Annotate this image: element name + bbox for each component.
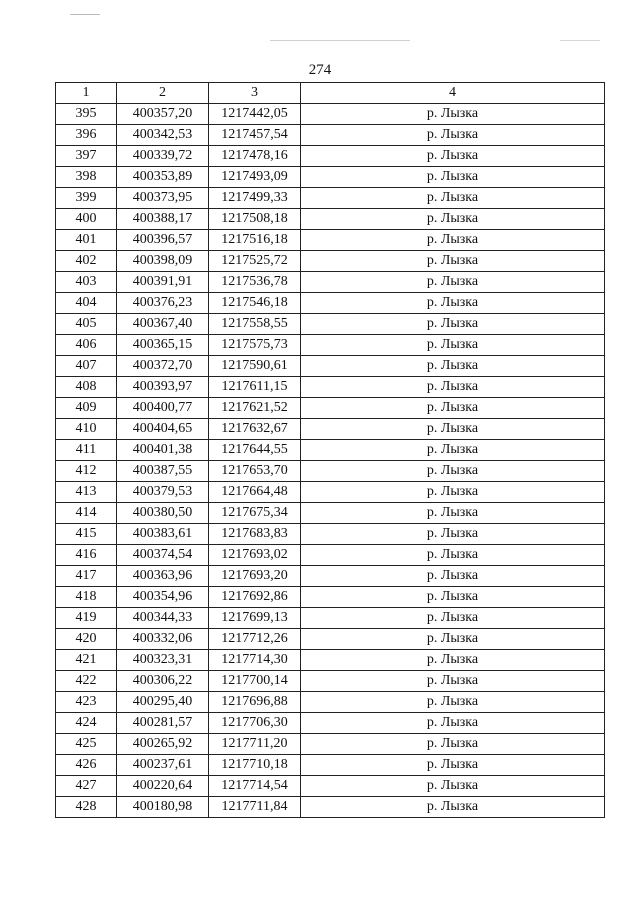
description-cell: р. Лызка — [301, 419, 605, 440]
coordinate-x-cell: 400383,61 — [117, 524, 209, 545]
coordinate-x-cell: 400342,53 — [117, 125, 209, 146]
coordinate-y-cell: 1217442,05 — [209, 104, 301, 125]
point-number-cell: 403 — [56, 272, 117, 293]
table-row — [56, 230, 605, 251]
header-col-3: 3 — [209, 83, 301, 104]
coordinate-y-cell: 1217693,20 — [209, 566, 301, 587]
coordinate-x-cell: 400388,17 — [117, 209, 209, 230]
coordinate-x-cell: 400306,22 — [117, 671, 209, 692]
point-number-cell: 401 — [56, 230, 117, 251]
coordinate-x-cell: 400363,96 — [117, 566, 209, 587]
table-row — [56, 272, 605, 293]
coordinate-x-cell: 400295,40 — [117, 692, 209, 713]
point-number-cell: 418 — [56, 587, 117, 608]
header-row — [56, 83, 605, 104]
coordinate-y-cell: 1217711,84 — [209, 797, 301, 818]
coordinate-x-cell: 400393,97 — [117, 377, 209, 398]
table-row — [56, 734, 605, 755]
table-row — [56, 419, 605, 440]
coordinate-x-cell: 400357,20 — [117, 104, 209, 125]
point-number-cell: 395 — [56, 104, 117, 125]
coordinate-x-cell: 400281,57 — [117, 713, 209, 734]
point-number-cell: 404 — [56, 293, 117, 314]
coordinate-x-cell: 400339,72 — [117, 146, 209, 167]
table-row — [56, 188, 605, 209]
description-cell: р. Лызка — [301, 629, 605, 650]
point-number-cell: 397 — [56, 146, 117, 167]
point-number-cell: 421 — [56, 650, 117, 671]
coordinate-y-cell: 1217664,48 — [209, 482, 301, 503]
description-cell: р. Лызка — [301, 272, 605, 293]
table-row — [56, 482, 605, 503]
coordinate-y-cell: 1217712,26 — [209, 629, 301, 650]
description-cell: р. Лызка — [301, 398, 605, 419]
coordinate-y-cell: 1217710,18 — [209, 755, 301, 776]
description-cell: р. Лызка — [301, 230, 605, 251]
coordinate-x-cell: 400237,61 — [117, 755, 209, 776]
table-row — [56, 335, 605, 356]
coordinates-table — [55, 82, 605, 818]
description-cell: р. Лызка — [301, 440, 605, 461]
point-number-cell: 428 — [56, 797, 117, 818]
description-cell: р. Лызка — [301, 545, 605, 566]
coordinate-x-cell: 400332,06 — [117, 629, 209, 650]
table-row — [56, 440, 605, 461]
description-cell: р. Лызка — [301, 482, 605, 503]
description-cell: р. Лызка — [301, 608, 605, 629]
coordinate-x-cell: 400379,53 — [117, 482, 209, 503]
table-row — [56, 797, 605, 818]
table-row — [56, 167, 605, 188]
coordinate-y-cell: 1217711,20 — [209, 734, 301, 755]
table-row — [56, 545, 605, 566]
coordinate-y-cell: 1217692,86 — [209, 587, 301, 608]
coordinate-y-cell: 1217525,72 — [209, 251, 301, 272]
coordinate-y-cell: 1217478,16 — [209, 146, 301, 167]
point-number-cell: 425 — [56, 734, 117, 755]
table-row — [56, 755, 605, 776]
point-number-cell: 417 — [56, 566, 117, 587]
coordinate-y-cell: 1217575,73 — [209, 335, 301, 356]
description-cell: р. Лызка — [301, 209, 605, 230]
coordinate-y-cell: 1217699,13 — [209, 608, 301, 629]
table-row — [56, 587, 605, 608]
coordinate-x-cell: 400401,38 — [117, 440, 209, 461]
description-cell: р. Лызка — [301, 797, 605, 818]
header-col-1: 1 — [56, 83, 117, 104]
coordinate-x-cell: 400220,64 — [117, 776, 209, 797]
coordinate-y-cell: 1217653,70 — [209, 461, 301, 482]
description-cell: р. Лызка — [301, 671, 605, 692]
table-row — [56, 650, 605, 671]
description-cell: р. Лызка — [301, 335, 605, 356]
coordinate-x-cell: 400391,91 — [117, 272, 209, 293]
table-row — [56, 377, 605, 398]
table-row — [56, 566, 605, 587]
coordinate-y-cell: 1217536,78 — [209, 272, 301, 293]
coordinate-x-cell: 400180,98 — [117, 797, 209, 818]
coordinate-y-cell: 1217693,02 — [209, 545, 301, 566]
description-cell: р. Лызка — [301, 713, 605, 734]
table-row — [56, 608, 605, 629]
point-number-cell: 423 — [56, 692, 117, 713]
description-cell: р. Лызка — [301, 776, 605, 797]
description-cell: р. Лызка — [301, 650, 605, 671]
point-number-cell: 407 — [56, 356, 117, 377]
point-number-cell: 406 — [56, 335, 117, 356]
point-number-cell: 416 — [56, 545, 117, 566]
point-number-cell: 402 — [56, 251, 117, 272]
point-number-cell: 414 — [56, 503, 117, 524]
coordinate-x-cell: 400353,89 — [117, 167, 209, 188]
table-row — [56, 209, 605, 230]
coordinate-x-cell: 400374,54 — [117, 545, 209, 566]
coordinate-y-cell: 1217493,09 — [209, 167, 301, 188]
coordinate-y-cell: 1217714,30 — [209, 650, 301, 671]
header-col-2: 2 — [117, 83, 209, 104]
coordinate-x-cell: 400373,95 — [117, 188, 209, 209]
coordinate-x-cell: 400265,92 — [117, 734, 209, 755]
page-number: 274 — [308, 62, 332, 78]
coordinate-x-cell: 400396,57 — [117, 230, 209, 251]
table-row — [56, 125, 605, 146]
description-cell: р. Лызка — [301, 146, 605, 167]
table-body — [56, 104, 605, 818]
point-number-cell: 410 — [56, 419, 117, 440]
coordinate-y-cell: 1217508,18 — [209, 209, 301, 230]
description-cell: р. Лызка — [301, 251, 605, 272]
coordinate-x-cell: 400387,55 — [117, 461, 209, 482]
coordinate-y-cell: 1217632,67 — [209, 419, 301, 440]
coordinate-y-cell: 1217706,30 — [209, 713, 301, 734]
point-number-cell: 424 — [56, 713, 117, 734]
table-row — [56, 104, 605, 125]
point-number-cell: 419 — [56, 608, 117, 629]
point-number-cell: 399 — [56, 188, 117, 209]
description-cell: р. Лызка — [301, 734, 605, 755]
table-row — [56, 692, 605, 713]
coordinate-y-cell: 1217644,55 — [209, 440, 301, 461]
description-cell: р. Лызка — [301, 356, 605, 377]
coordinate-x-cell: 400380,50 — [117, 503, 209, 524]
table-row — [56, 356, 605, 377]
point-number-cell: 398 — [56, 167, 117, 188]
description-cell: р. Лызка — [301, 692, 605, 713]
description-cell: р. Лызка — [301, 125, 605, 146]
table-row — [56, 776, 605, 797]
point-number-cell: 427 — [56, 776, 117, 797]
table-row — [56, 314, 605, 335]
coordinate-x-cell: 400367,40 — [117, 314, 209, 335]
table-header — [56, 83, 605, 104]
description-cell: р. Лызка — [301, 503, 605, 524]
coordinate-x-cell: 400376,23 — [117, 293, 209, 314]
table-row — [56, 398, 605, 419]
scan-artifact — [70, 14, 100, 15]
coordinate-y-cell: 1217546,18 — [209, 293, 301, 314]
description-cell: р. Лызка — [301, 461, 605, 482]
description-cell: р. Лызка — [301, 377, 605, 398]
description-cell: р. Лызка — [301, 167, 605, 188]
description-cell: р. Лызка — [301, 524, 605, 545]
table-row — [56, 629, 605, 650]
coordinate-x-cell: 400344,33 — [117, 608, 209, 629]
coordinate-x-cell: 400400,77 — [117, 398, 209, 419]
point-number-cell: 411 — [56, 440, 117, 461]
point-number-cell: 422 — [56, 671, 117, 692]
coordinate-y-cell: 1217714,54 — [209, 776, 301, 797]
coordinate-y-cell: 1217590,61 — [209, 356, 301, 377]
point-number-cell: 409 — [56, 398, 117, 419]
description-cell: р. Лызка — [301, 314, 605, 335]
header-col-4: 4 — [301, 83, 605, 104]
point-number-cell: 405 — [56, 314, 117, 335]
coordinate-y-cell: 1217700,14 — [209, 671, 301, 692]
point-number-cell: 400 — [56, 209, 117, 230]
table-row — [56, 461, 605, 482]
table-row — [56, 146, 605, 167]
point-number-cell: 408 — [56, 377, 117, 398]
coordinate-x-cell: 400372,70 — [117, 356, 209, 377]
point-number-cell: 396 — [56, 125, 117, 146]
description-cell: р. Лызка — [301, 293, 605, 314]
point-number-cell: 426 — [56, 755, 117, 776]
coordinate-y-cell: 1217558,55 — [209, 314, 301, 335]
coordinate-y-cell: 1217611,15 — [209, 377, 301, 398]
table-row — [56, 503, 605, 524]
scan-artifact — [560, 40, 600, 41]
point-number-cell: 412 — [56, 461, 117, 482]
description-cell: р. Лызка — [301, 188, 605, 209]
coordinate-x-cell: 400365,15 — [117, 335, 209, 356]
description-cell: р. Лызка — [301, 587, 605, 608]
coordinate-y-cell: 1217516,18 — [209, 230, 301, 251]
description-cell: р. Лызка — [301, 755, 605, 776]
point-number-cell: 415 — [56, 524, 117, 545]
coordinate-x-cell: 400404,65 — [117, 419, 209, 440]
coordinate-y-cell: 1217675,34 — [209, 503, 301, 524]
description-cell: р. Лызка — [301, 566, 605, 587]
table-row — [56, 293, 605, 314]
scan-artifact — [270, 40, 410, 41]
coordinate-y-cell: 1217696,88 — [209, 692, 301, 713]
point-number-cell: 420 — [56, 629, 117, 650]
coordinate-x-cell: 400354,96 — [117, 587, 209, 608]
table-row — [56, 251, 605, 272]
coordinate-x-cell: 400323,31 — [117, 650, 209, 671]
coordinate-y-cell: 1217499,33 — [209, 188, 301, 209]
coordinate-x-cell: 400398,09 — [117, 251, 209, 272]
coordinate-y-cell: 1217621,52 — [209, 398, 301, 419]
coordinate-y-cell: 1217683,83 — [209, 524, 301, 545]
description-cell: р. Лызка — [301, 104, 605, 125]
table-row — [56, 671, 605, 692]
table-row — [56, 713, 605, 734]
point-number-cell: 413 — [56, 482, 117, 503]
table-row — [56, 524, 605, 545]
coordinate-y-cell: 1217457,54 — [209, 125, 301, 146]
